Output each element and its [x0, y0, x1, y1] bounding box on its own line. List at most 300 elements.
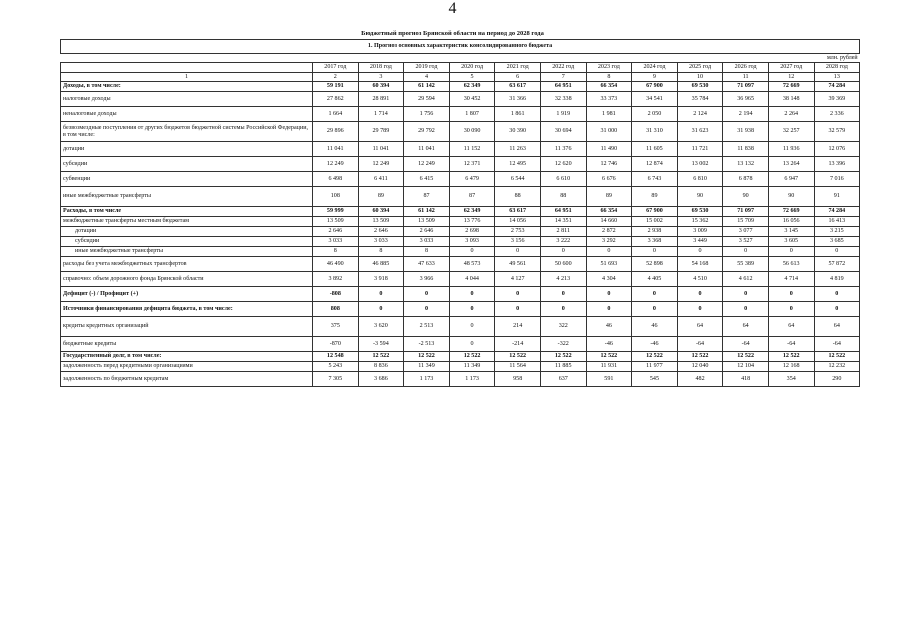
table-cell: 51 693 [586, 257, 632, 272]
table-cell: 90 [768, 187, 814, 207]
table-cell: 0 [768, 247, 814, 257]
table-cell: 591 [586, 372, 632, 387]
table-cell: 12 522 [677, 352, 723, 362]
table-cell: -3 594 [358, 337, 404, 352]
table-cell: 12 522 [495, 352, 541, 362]
section-title: 1. Прогноз основных характеристик консолидированного бюджета [61, 40, 860, 54]
forecast-table [60, 39, 860, 387]
table-cell: 3 093 [449, 237, 495, 247]
table-cell: 47 633 [404, 257, 450, 272]
table-cell: 0 [814, 247, 860, 257]
table-cell: 4 304 [586, 272, 632, 287]
table-cell: 1 664 [313, 107, 359, 122]
table-cell: 59 999 [313, 207, 359, 217]
table-cell: 2 646 [313, 227, 359, 237]
year-header: 2022 год [540, 63, 586, 73]
row-label: Дефицит (-) / Профицит (+) [61, 287, 313, 302]
table-cell: 8 836 [358, 362, 404, 372]
table-row [61, 157, 860, 172]
row-label: межбюджетные трансферты местным бюджетам [61, 217, 313, 227]
table-cell: 12 522 [768, 352, 814, 362]
table-cell: 3 222 [540, 237, 586, 247]
table-cell: 3 145 [768, 227, 814, 237]
table-cell: 90 [677, 187, 723, 207]
table-cell: 14 351 [540, 217, 586, 227]
table-cell: 12 522 [723, 352, 769, 362]
table-cell: 0 [768, 302, 814, 317]
table-row [61, 172, 860, 187]
table-cell: -2 513 [404, 337, 450, 352]
table-cell: 3 686 [358, 372, 404, 387]
table-cell: -46 [632, 337, 678, 352]
table-cell: 1 861 [495, 107, 541, 122]
table-cell: 12 522 [632, 352, 678, 362]
table-cell: 0 [495, 287, 541, 302]
table-cell: 13 509 [358, 217, 404, 227]
table-cell: 418 [723, 372, 769, 387]
table-cell: 0 [632, 302, 678, 317]
table-cell: 108 [313, 187, 359, 207]
table-cell: 11 376 [540, 142, 586, 157]
table-cell: 3 449 [677, 237, 723, 247]
table-cell: 0 [404, 287, 450, 302]
table-cell: 16 413 [814, 217, 860, 227]
table-cell: 12 232 [814, 362, 860, 372]
table-cell: 322 [540, 317, 586, 337]
table-cell: 6 743 [632, 172, 678, 187]
table-cell: 90 [723, 187, 769, 207]
table-cell: 3 527 [723, 237, 769, 247]
table-cell: -64 [723, 337, 769, 352]
table-cell: 72 669 [768, 82, 814, 92]
table-cell: 3 292 [586, 237, 632, 247]
table-cell: 31 310 [632, 122, 678, 142]
table-cell: -322 [540, 337, 586, 352]
table-cell: 6 544 [495, 172, 541, 187]
year-header: 2019 год [404, 63, 450, 73]
row-label: налоговые доходы [61, 92, 313, 107]
table-cell: 12 548 [313, 352, 359, 362]
table-cell: 0 [449, 302, 495, 317]
table-cell: 64 [677, 317, 723, 337]
table-cell: 11 564 [495, 362, 541, 372]
table-cell: 354 [768, 372, 814, 387]
table-cell: 57 872 [814, 257, 860, 272]
table-cell: 4 510 [677, 272, 723, 287]
row-label: расходы без учета межбюджетных трансфертов [61, 257, 313, 272]
table-cell: 3 685 [814, 237, 860, 247]
table-cell: 13 002 [677, 157, 723, 172]
column-number: 1 [61, 73, 313, 82]
table-cell: 11 041 [313, 142, 359, 157]
table-cell: -64 [768, 337, 814, 352]
table-cell: 48 573 [449, 257, 495, 272]
table-cell: 55 389 [723, 257, 769, 272]
column-number: 10 [677, 73, 723, 82]
table-cell: 7 305 [313, 372, 359, 387]
column-number: 2 [313, 73, 359, 82]
table-cell: 56 613 [768, 257, 814, 272]
table-cell: 11 490 [586, 142, 632, 157]
table-cell: 87 [404, 187, 450, 207]
column-number-row [61, 73, 860, 82]
unit-row [61, 54, 860, 63]
table-cell: 11 885 [540, 362, 586, 372]
table-cell: 2 646 [404, 227, 450, 237]
table-cell: 3 918 [358, 272, 404, 287]
table-cell: 61 142 [404, 207, 450, 217]
table-row [61, 317, 860, 337]
table-cell: 69 530 [677, 207, 723, 217]
row-label: субвенции [61, 172, 313, 187]
table-cell: 11 721 [677, 142, 723, 157]
column-number: 3 [358, 73, 404, 82]
table-cell: 39 369 [814, 92, 860, 107]
table-cell: 6 498 [313, 172, 359, 187]
table-cell: 64 [723, 317, 769, 337]
table-cell: 32 579 [814, 122, 860, 142]
table-cell: 87 [449, 187, 495, 207]
table-cell: 0 [677, 302, 723, 317]
table-cell: 1 173 [404, 372, 450, 387]
table-cell: 3 215 [814, 227, 860, 237]
table-cell: 52 898 [632, 257, 678, 272]
table-cell: 3 620 [358, 317, 404, 337]
row-label: дотации [61, 142, 313, 157]
table-cell: 0 [723, 287, 769, 302]
table-cell: 4 819 [814, 272, 860, 287]
table-cell: 14 660 [586, 217, 632, 227]
table-cell: 3 033 [313, 237, 359, 247]
table-cell: 0 [540, 247, 586, 257]
table-cell: 29 896 [313, 122, 359, 142]
table-cell: 89 [358, 187, 404, 207]
table-cell: 5 243 [313, 362, 359, 372]
table-cell: 34 541 [632, 92, 678, 107]
table-cell: -214 [495, 337, 541, 352]
table-cell: 6 411 [358, 172, 404, 187]
table-cell: 11 263 [495, 142, 541, 157]
table-cell: 1 807 [449, 107, 495, 122]
table-cell: 0 [540, 302, 586, 317]
page-number: 4 [448, 0, 457, 17]
table-row [61, 122, 860, 142]
table-cell: 12 495 [495, 157, 541, 172]
table-cell: 91 [814, 187, 860, 207]
table-row [61, 217, 860, 227]
table-cell: 0 [723, 247, 769, 257]
table-cell: 2 336 [814, 107, 860, 122]
table-cell: 11 838 [723, 142, 769, 157]
table-cell: 545 [632, 372, 678, 387]
table-cell: 60 394 [358, 207, 404, 217]
table-cell: 59 191 [313, 82, 359, 92]
table-cell: 30 090 [449, 122, 495, 142]
table-cell: 11 605 [632, 142, 678, 157]
table-cell: 2 872 [586, 227, 632, 237]
table-cell: 6 415 [404, 172, 450, 187]
table-cell: 11 349 [404, 362, 450, 372]
table-cell: 0 [449, 247, 495, 257]
table-cell: 0 [768, 287, 814, 302]
table-cell: 7 016 [814, 172, 860, 187]
unit-label: млн. рублей [61, 54, 860, 63]
table-cell: 13 509 [313, 217, 359, 227]
table-cell: 12 522 [404, 352, 450, 362]
table-cell: 32 257 [768, 122, 814, 142]
table-cell: 12 522 [586, 352, 632, 362]
table-cell: 0 [404, 302, 450, 317]
row-label: задолженность перед кредитными организациями [61, 362, 313, 372]
table-cell: 2 194 [723, 107, 769, 122]
table-cell: 60 394 [358, 82, 404, 92]
table-row [61, 257, 860, 272]
table-row [61, 352, 860, 362]
year-header: 2017 год [313, 63, 359, 73]
year-header: 2023 год [586, 63, 632, 73]
table-cell: 36 965 [723, 92, 769, 107]
row-label: Государственный долг, в том числе: [61, 352, 313, 362]
table-cell: 64 951 [540, 82, 586, 92]
table-cell: 4 213 [540, 272, 586, 287]
table-cell: 31 366 [495, 92, 541, 107]
row-label: Доходы, в том числе: [61, 82, 313, 92]
column-number: 8 [586, 73, 632, 82]
forecast-table-container [60, 39, 859, 387]
table-cell: 12 104 [723, 362, 769, 372]
row-label: субсидии [61, 237, 313, 247]
table-cell: 3 009 [677, 227, 723, 237]
year-header-row [61, 63, 860, 73]
table-cell: 11 931 [586, 362, 632, 372]
table-cell: 35 784 [677, 92, 723, 107]
table-cell: 14 056 [495, 217, 541, 227]
table-cell: 12 874 [632, 157, 678, 172]
table-cell: 12 522 [358, 352, 404, 362]
table-cell: 3 077 [723, 227, 769, 237]
table-cell: 3 368 [632, 237, 678, 247]
section-header-row [61, 40, 860, 54]
table-cell: 13 132 [723, 157, 769, 172]
table-row [61, 247, 860, 257]
table-cell: 62 349 [449, 207, 495, 217]
column-number: 13 [814, 73, 860, 82]
table-cell: 89 [632, 187, 678, 207]
row-label: Расходы, в том числе [61, 207, 313, 217]
table-cell: 12 522 [814, 352, 860, 362]
table-cell: 31 623 [677, 122, 723, 142]
table-cell: -64 [814, 337, 860, 352]
table-cell: 12 168 [768, 362, 814, 372]
column-number: 12 [768, 73, 814, 82]
table-cell: 31 938 [723, 122, 769, 142]
year-header: 2027 год [768, 63, 814, 73]
table-cell: 0 [449, 337, 495, 352]
column-number: 11 [723, 73, 769, 82]
table-cell: 0 [677, 247, 723, 257]
table-cell: 29 789 [358, 122, 404, 142]
table-cell: 6 878 [723, 172, 769, 187]
table-cell: 4 714 [768, 272, 814, 287]
table-cell: 3 156 [495, 237, 541, 247]
table-cell: 2 124 [677, 107, 723, 122]
table-cell: -64 [677, 337, 723, 352]
table-cell: 11 936 [768, 142, 814, 157]
table-row [61, 372, 860, 387]
table-cell: 64 951 [540, 207, 586, 217]
column-number: 4 [404, 73, 450, 82]
table-cell: 0 [358, 302, 404, 317]
table-cell: 6 947 [768, 172, 814, 187]
table-cell: 54 168 [677, 257, 723, 272]
table-cell: 11 152 [449, 142, 495, 157]
table-cell: 2 811 [540, 227, 586, 237]
table-cell: 2 264 [768, 107, 814, 122]
row-label: Источники финансирования дефицита бюджета, в том числе: [61, 302, 313, 317]
table-cell: 0 [814, 302, 860, 317]
table-cell: 46 490 [313, 257, 359, 272]
document-title: Бюджетный прогноз Брянской области на период до 2028 года [361, 30, 544, 37]
row-label: иные межбюджетные трансферты [61, 247, 313, 257]
table-cell: 6 676 [586, 172, 632, 187]
table-cell: 8 [404, 247, 450, 257]
table-cell: 67 900 [632, 82, 678, 92]
table-cell: 0 [677, 287, 723, 302]
row-label: задолженность по бюджетным кредитам [61, 372, 313, 387]
table-cell: -870 [313, 337, 359, 352]
table-cell: 637 [540, 372, 586, 387]
table-cell: 12 249 [404, 157, 450, 172]
table-cell: 69 530 [677, 82, 723, 92]
table-cell: 0 [586, 247, 632, 257]
table-cell: 2 513 [404, 317, 450, 337]
table-cell: 0 [540, 287, 586, 302]
table-cell: 15 002 [632, 217, 678, 227]
table-cell: 46 885 [358, 257, 404, 272]
table-cell: 63 617 [495, 82, 541, 92]
table-cell: 8 [313, 247, 359, 257]
table-cell: 290 [814, 372, 860, 387]
table-cell: 3 033 [404, 237, 450, 247]
table-cell: 28 891 [358, 92, 404, 107]
table-cell: 8 [358, 247, 404, 257]
table-cell: 32 338 [540, 92, 586, 107]
table-cell: 482 [677, 372, 723, 387]
table-row [61, 92, 860, 107]
row-label: бюджетные кредиты [61, 337, 313, 352]
table-cell: 0 [723, 302, 769, 317]
table-cell: 12 249 [313, 157, 359, 172]
table-cell: 31 000 [586, 122, 632, 142]
table-row [61, 272, 860, 287]
table-cell: 11 041 [358, 142, 404, 157]
table-row [61, 207, 860, 217]
table-cell: 12 076 [814, 142, 860, 157]
row-label: дотации [61, 227, 313, 237]
table-cell: 49 561 [495, 257, 541, 272]
table-cell: 66 354 [586, 82, 632, 92]
table-cell: 46 [632, 317, 678, 337]
year-header: 2024 год [632, 63, 678, 73]
table-cell: 15 362 [677, 217, 723, 227]
table-cell: 74 284 [814, 82, 860, 92]
table-cell: 13 509 [404, 217, 450, 227]
column-number: 5 [449, 73, 495, 82]
table-cell: 74 284 [814, 207, 860, 217]
table-cell: 13 396 [814, 157, 860, 172]
table-cell: 958 [495, 372, 541, 387]
table-cell: 29 792 [404, 122, 450, 142]
table-cell: 11 977 [632, 362, 678, 372]
table-cell: 27 862 [313, 92, 359, 107]
table-cell: 12 249 [358, 157, 404, 172]
table-cell: 72 669 [768, 207, 814, 217]
column-number: 6 [495, 73, 541, 82]
year-header: 2020 год [449, 63, 495, 73]
table-row [61, 337, 860, 352]
table-row [61, 107, 860, 122]
table-cell: 38 148 [768, 92, 814, 107]
table-cell: 66 354 [586, 207, 632, 217]
table-cell: -808 [313, 287, 359, 302]
table-cell: 2 753 [495, 227, 541, 237]
table-cell: 11 041 [404, 142, 450, 157]
table-row [61, 287, 860, 302]
table-cell: 46 [586, 317, 632, 337]
table-row [61, 237, 860, 247]
table-cell: 4 127 [495, 272, 541, 287]
table-cell: 13 264 [768, 157, 814, 172]
table-cell: 0 [814, 287, 860, 302]
table-cell: 3 605 [768, 237, 814, 247]
table-cell: 67 900 [632, 207, 678, 217]
table-cell: 30 390 [495, 122, 541, 142]
table-cell: 6 810 [677, 172, 723, 187]
column-number: 9 [632, 73, 678, 82]
table-cell: 13 776 [449, 217, 495, 227]
table-row [61, 227, 860, 237]
year-header: 2028 год [814, 63, 860, 73]
row-label: иные межбюджетные трансферты [61, 187, 313, 207]
table-cell: 88 [540, 187, 586, 207]
table-cell: 61 142 [404, 82, 450, 92]
table-cell: 16 056 [768, 217, 814, 227]
table-cell: 3 033 [358, 237, 404, 247]
table-cell: 88 [495, 187, 541, 207]
row-label: безвозмездные поступления от других бюджетов бюджетной системы Российской Федерации, в том числе: [61, 122, 313, 142]
table-cell: 3 966 [404, 272, 450, 287]
table-row [61, 142, 860, 157]
table-cell: 1 714 [358, 107, 404, 122]
table-cell: 29 594 [404, 92, 450, 107]
table-cell: 0 [358, 287, 404, 302]
table-cell: 808 [313, 302, 359, 317]
table-cell: 2 646 [358, 227, 404, 237]
table-cell: 2 050 [632, 107, 678, 122]
table-cell: 0 [449, 317, 495, 337]
table-cell: 6 479 [449, 172, 495, 187]
table-cell: 0 [495, 302, 541, 317]
table-cell: 4 044 [449, 272, 495, 287]
year-header: 2026 год [723, 63, 769, 73]
table-cell: 64 [814, 317, 860, 337]
table-cell: 0 [495, 247, 541, 257]
year-header: 2018 год [358, 63, 404, 73]
table-cell: 12 371 [449, 157, 495, 172]
table-cell: 12 040 [677, 362, 723, 372]
table-cell: 1 173 [449, 372, 495, 387]
table-row [61, 82, 860, 92]
